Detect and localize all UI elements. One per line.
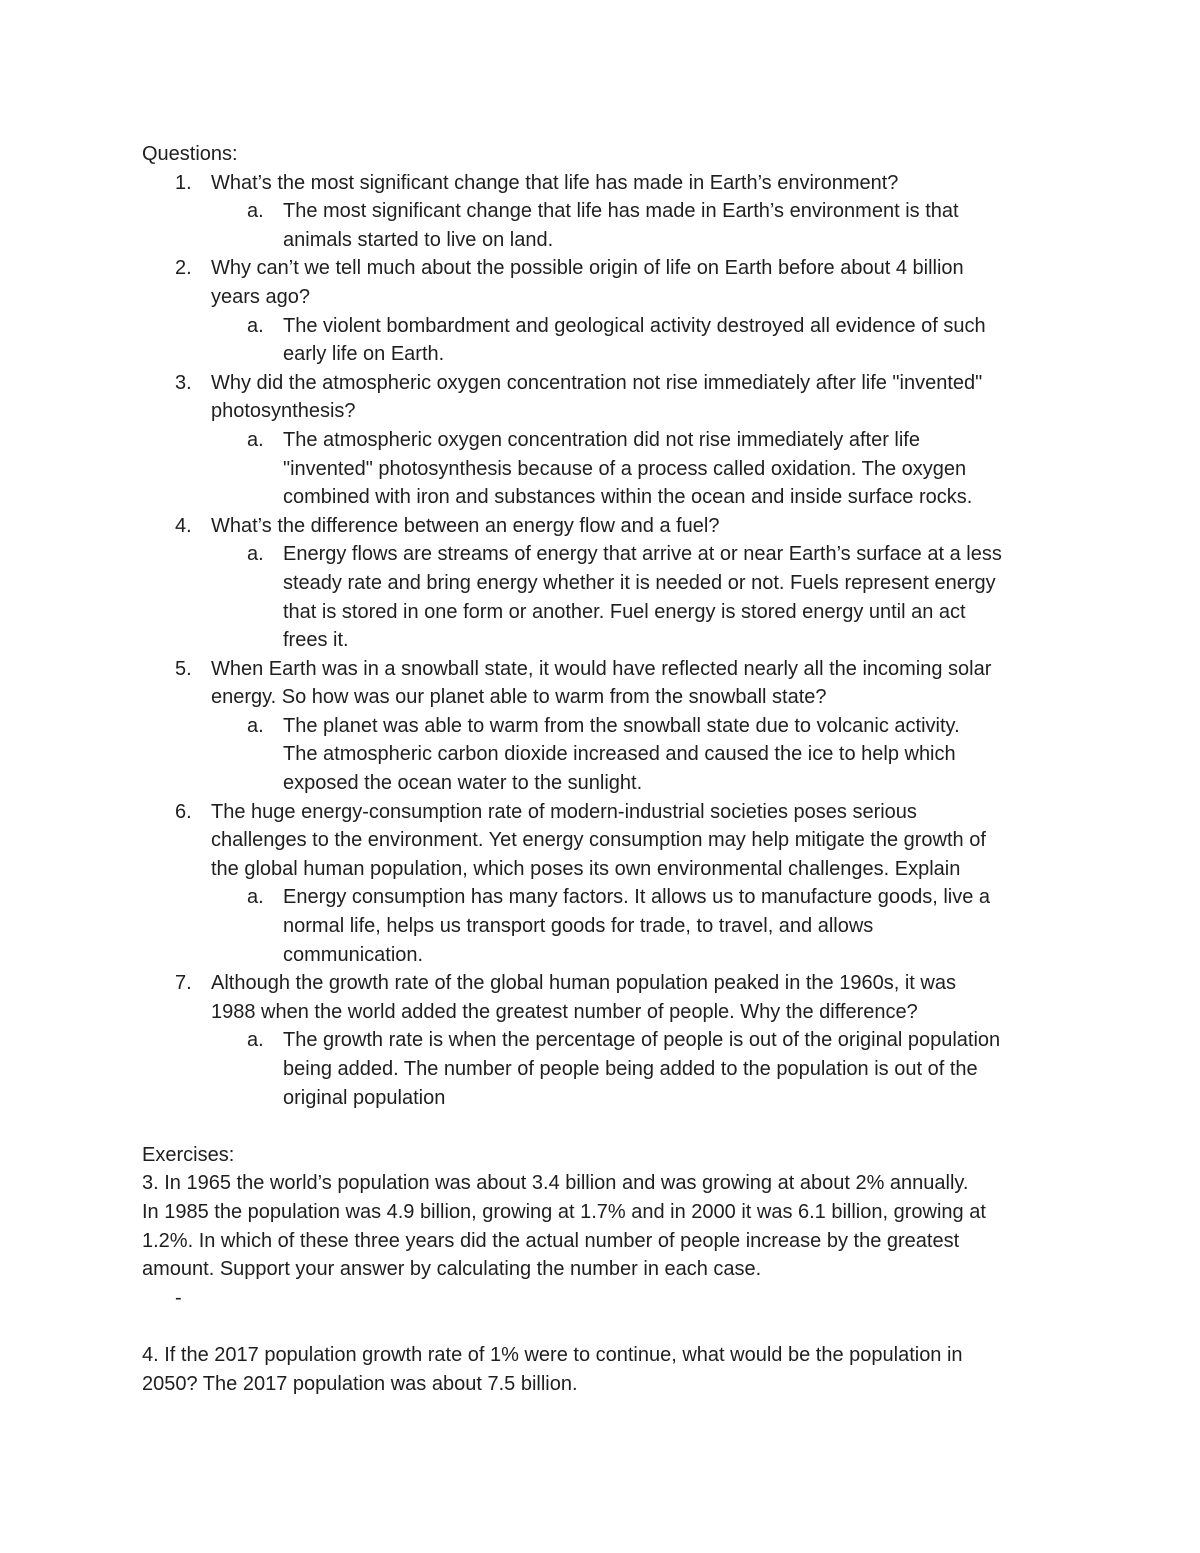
question-item (142, 512, 1072, 655)
question-number: 3. (175, 371, 192, 394)
answer-text-line: "invented" photosynthesis because of a process called oxidation. The oxygen (283, 457, 967, 480)
answer-letter: a. (247, 886, 264, 909)
answer-letter: a. (247, 200, 264, 223)
answer-text-line: communication. (283, 943, 424, 966)
answer-text-line: The atmospheric oxygen concentration did not rise immediately after life (283, 428, 920, 451)
question-text-line: energy. So how was our planet able to warm from the snowball state? (211, 686, 827, 709)
answer-text-line: The growth rate is when the percentage of people is out of the original population (283, 1029, 1001, 1052)
question-item (142, 254, 1072, 368)
question-item (142, 969, 1072, 1112)
answer-text-line: The violent bombardment and geological activity destroyed all evidence of such (283, 314, 986, 337)
exercise-text-line: 1.2%. In which of these three years did the actual number of people increase by the greatest (142, 1229, 960, 1252)
question-text-line: Although the growth rate of the global human population peaked in the 1960s, it was (211, 972, 956, 995)
blank-line (142, 1112, 1072, 1141)
answer-item (142, 712, 1072, 798)
question-text-line: photosynthesis? (211, 400, 356, 423)
question-text-line: challenges to the environment. Yet energy consumption may help mitigate the growth of (211, 829, 986, 852)
question-text-line: Why did the atmospheric oxygen concentration not rise immediately after life "invented" (211, 371, 983, 394)
blank-line (142, 1312, 1072, 1341)
question-number: 4. (175, 514, 192, 537)
question-text-line: The huge energy-consumption rate of modern-industrial societies poses serious (211, 800, 917, 823)
question-text-line: What’s the most significant change that life has made in Earth’s environment? (211, 171, 899, 194)
question-number: 7. (175, 972, 192, 995)
answer-text-line: Energy flows are streams of energy that arrive at or near Earth’s surface at a less (283, 543, 1002, 566)
answer-text-line: animals started to live on land. (283, 228, 554, 251)
question-item (142, 798, 1072, 970)
answer-text-line: that is stored in one form or another. Fuel energy is stored energy until an act (283, 600, 966, 623)
question-text-line: What’s the difference between an energy flow and a fuel? (211, 514, 720, 537)
answer-item (142, 426, 1072, 512)
question-text-line: When Earth was in a snowball state, it would have reflected nearly all the incoming solar (211, 657, 992, 680)
document-page (142, 140, 1072, 1398)
answer-text-line: steady rate and bring energy whether it is needed or not. Fuels represent energy (283, 571, 996, 594)
question-number: 5. (175, 657, 192, 680)
exercise-4 (142, 1341, 1072, 1398)
answer-letter: a. (247, 543, 264, 566)
answer-letter: a. (247, 314, 264, 337)
answer-text-line: The planet was able to warm from the snowball state due to volcanic activity. (283, 714, 960, 737)
answer-text-line: The most significant change that life has made in Earth’s environment is that (283, 200, 959, 223)
exercise-text-line: In 1985 the population was 4.9 billion, growing at 1.7% and in 2000 it was 6.1 billion, growing at (142, 1200, 986, 1223)
question-item (142, 655, 1072, 798)
answer-item (142, 197, 1072, 254)
answer-text-line: The atmospheric carbon dioxide increased and caused the ice to help which (283, 743, 956, 766)
questions-heading: Questions: (142, 143, 238, 165)
answer-text-line: combined with iron and substances within the ocean and inside surface rocks. (283, 486, 973, 509)
exercise-text-line: 4. If the 2017 population growth rate of 1% were to continue, what would be the population in (142, 1343, 963, 1366)
exercise-text-line: amount. Support your answer by calculating the number in each case. (142, 1258, 762, 1281)
answer-text-line: frees it. (283, 629, 349, 652)
answer-text-line: Energy consumption has many factors. It allows us to manufacture goods, live a (283, 886, 991, 909)
exercise-text-line: 3. In 1965 the world’s population was about 3.4 billion and was growing at about 2% annually. (142, 1172, 969, 1195)
answer-letter: a. (247, 714, 264, 737)
questions-list (142, 169, 1072, 1113)
exercise-text-line: 2050? The 2017 population was about 7.5 billion. (142, 1372, 578, 1395)
answer-letter: a. (247, 1029, 264, 1052)
question-text-line: the global human population, which poses its own environmental challenges. Explain (211, 857, 961, 880)
answer-item (142, 1026, 1072, 1112)
answer-item (142, 540, 1072, 654)
answer-text-line: normal life, helps us transport goods for trade, to travel, and allows (283, 915, 874, 938)
question-item (142, 169, 1072, 255)
exercise-3 (142, 1169, 1072, 1312)
answer-text-line: being added. The number of people being added to the population is out of the (283, 1058, 978, 1080)
answer-text-line: exposed the ocean water to the sunlight. (283, 772, 643, 795)
answer-item (142, 312, 1072, 369)
answer-text-line: early life on Earth. (283, 343, 445, 366)
question-text-line: years ago? (211, 285, 310, 308)
answer-letter: a. (247, 428, 264, 451)
answer-text-line: original population (283, 1086, 446, 1109)
question-text-line: 1988 when the world added the greatest number of people. Why the difference? (211, 1000, 918, 1023)
question-text-line: Why can’t we tell much about the possible origin of life on Earth before about 4 billion (211, 257, 964, 280)
exercises-heading: Exercises: (142, 1143, 235, 1166)
question-item (142, 369, 1072, 512)
dash-bullet: - (175, 1286, 182, 1309)
question-number: 2. (175, 257, 192, 280)
question-number: 6. (175, 800, 192, 823)
question-number: 1. (175, 171, 192, 194)
answer-item (142, 883, 1072, 969)
